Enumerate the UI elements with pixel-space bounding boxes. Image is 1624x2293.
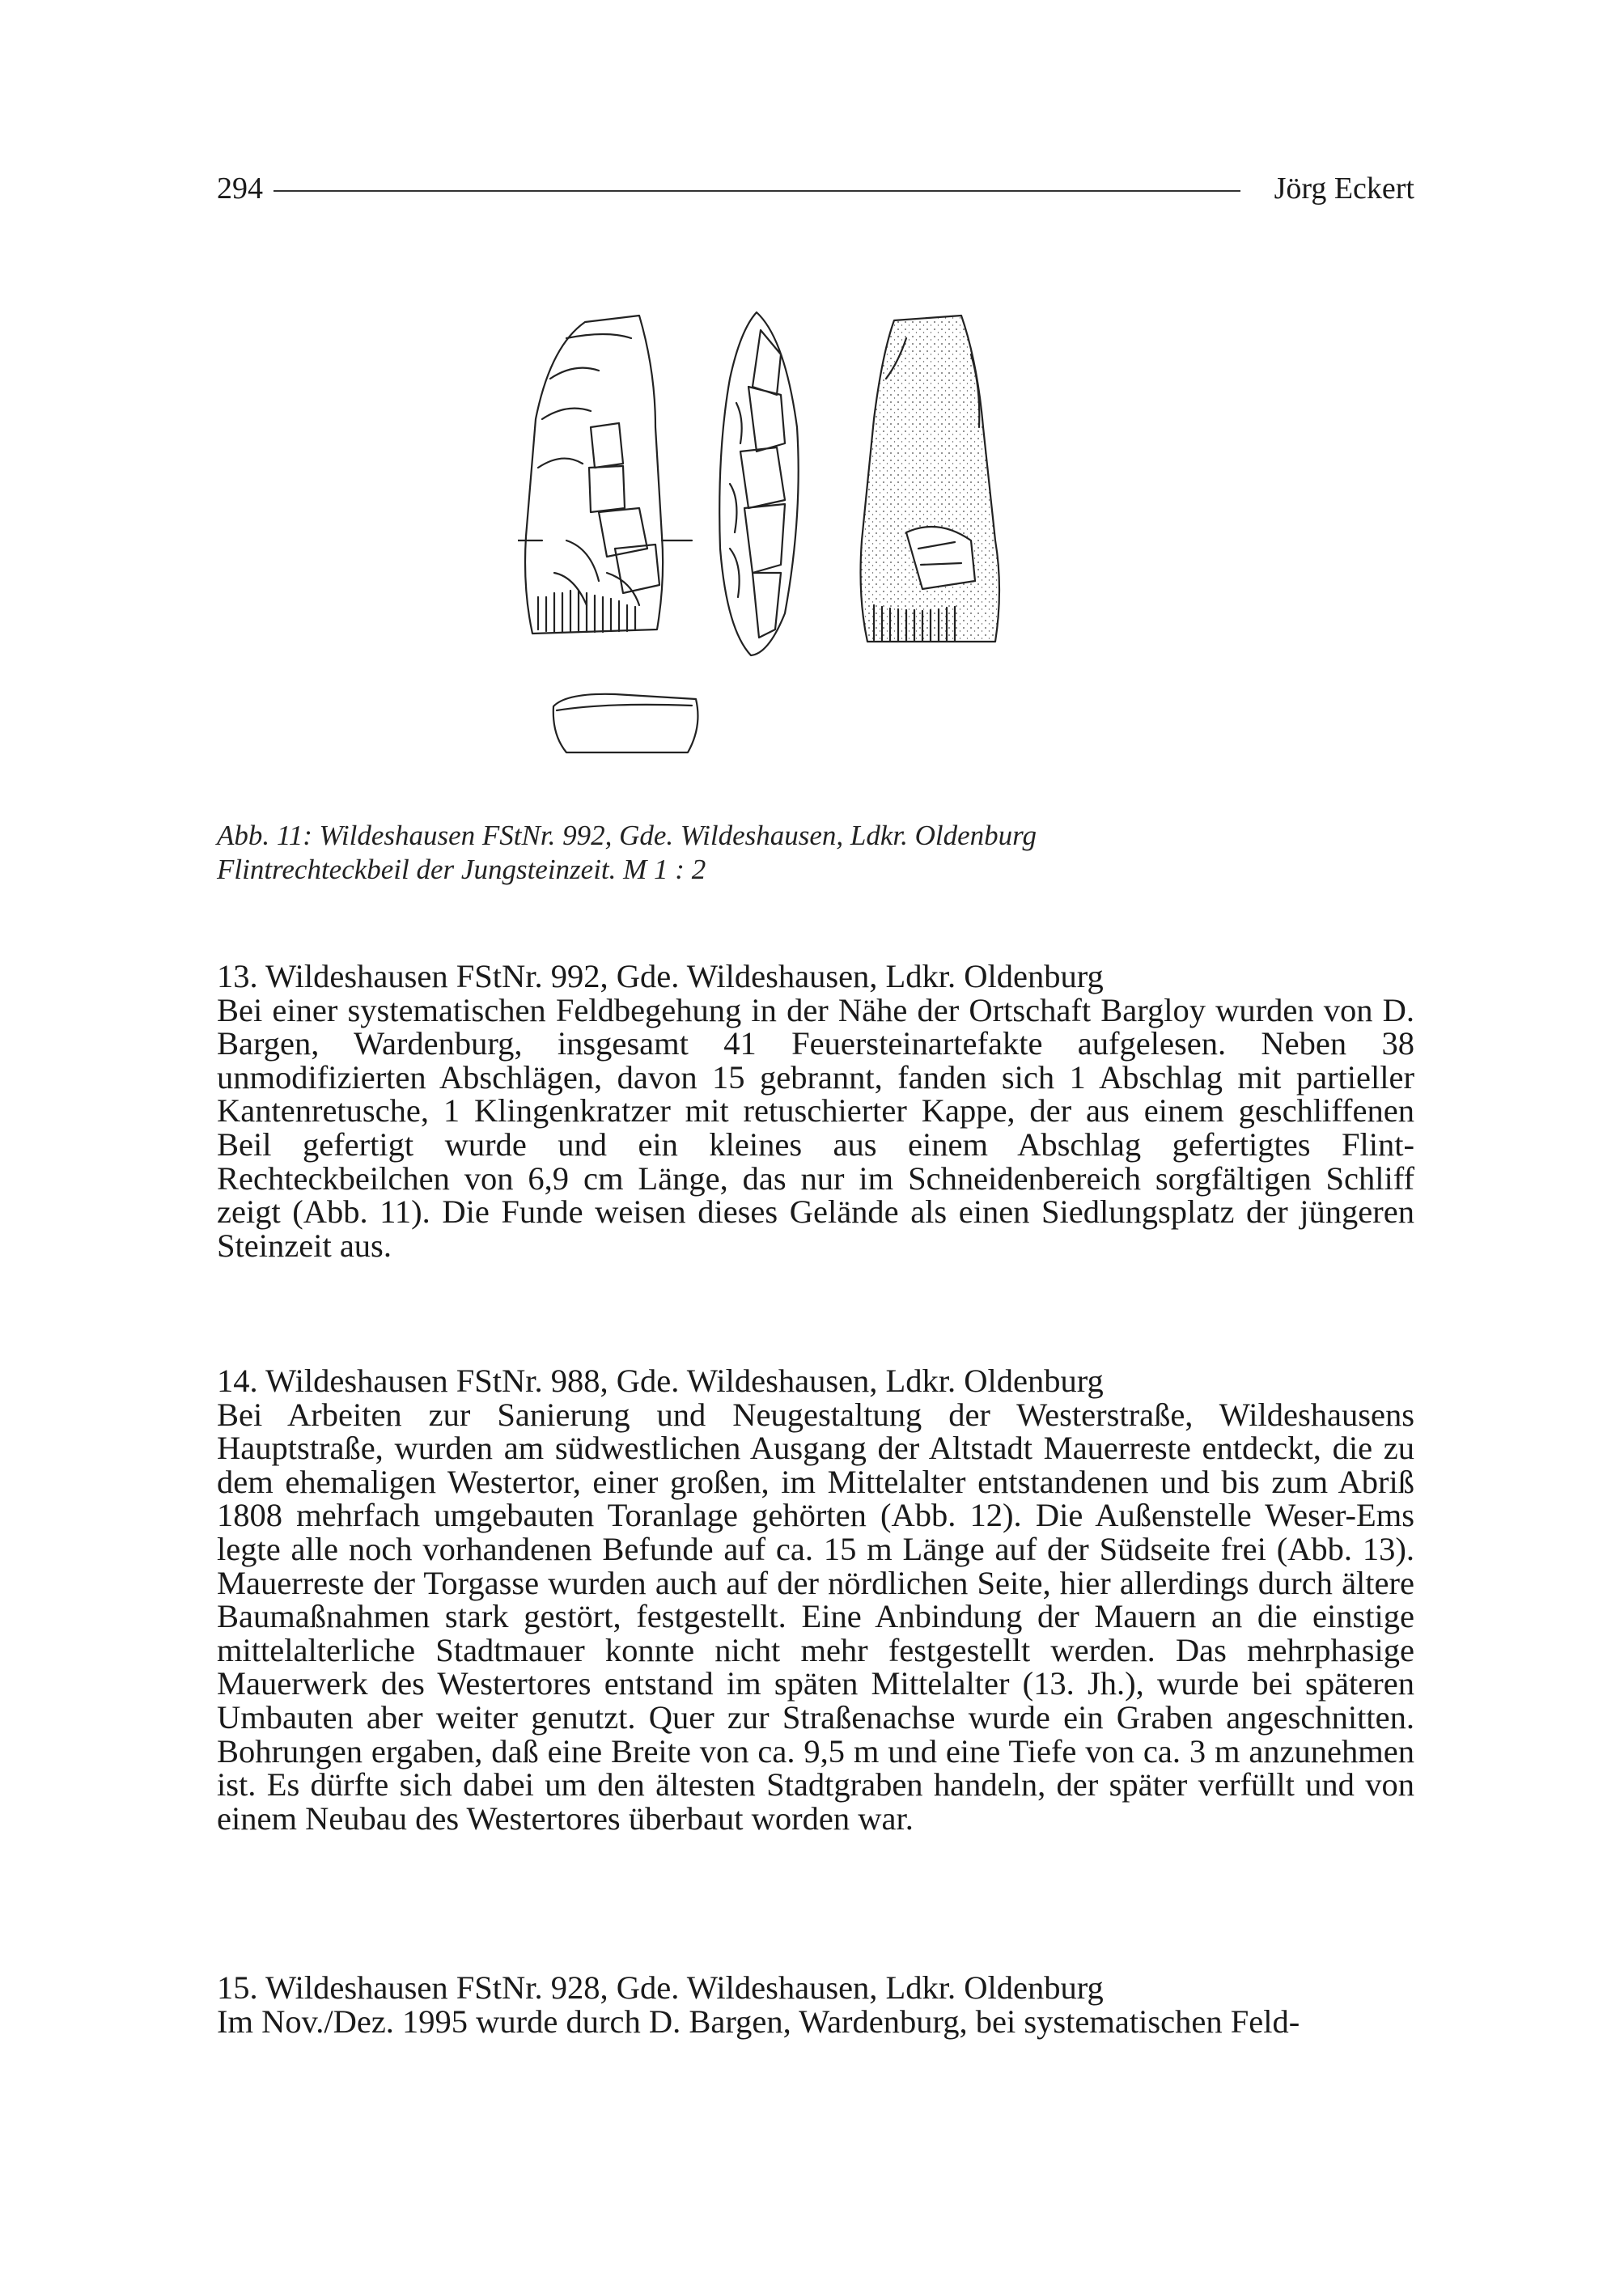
- entry-heading: 14. Wildeshausen FStNr. 988, Gde. Wildeshausen, Ldkr. Oldenburg: [217, 1363, 1104, 1399]
- figure-flint-axe: [518, 306, 1068, 783]
- caption-line-1: Abb. 11: Wildeshausen FStNr. 992, Gde. Wildeshausen, Ldkr. Oldenburg: [217, 820, 1037, 851]
- page-header: [217, 166, 1414, 211]
- entry-15: [217, 1971, 1414, 2038]
- flint-axe-cross-section-icon: [553, 694, 698, 752]
- entry-body: Im Nov./Dez. 1995 wurde durch D. Bargen, Wardenburg, bei systematischen Feld-: [217, 2003, 1300, 2040]
- flint-axe-back-view-icon: [861, 316, 999, 642]
- entry-body: Bei Arbeiten zur Sanierung und Neugestaltung der Westerstraße, Wildeshausens Hauptstraße, wurden am südwestlichen Ausgang der Altstadt Mauerreste entdeckt, die zu dem ehemaligen Westertor, einer großen, im Mittelalter entstandenen und bis zum Abriß 1808 mehrfach umgebauten Toranlage gehörten (Abb. 12). Die Außenstelle Weser-Ems legte alle noch vorhandenen Befunde auf ca. 15 m Länge auf der Südseite frei (Abb. 13). Mauerreste der Torgasse wurden auch auf der nördlichen Seite, hier allerdings durch ältere Baumaßnahmen stark gestört, festgestellt. Eine Anbindung der Mauern an die einstige mittelalterliche Stadtmauer konnte nicht mehr festgestellt werden. Das mehrphasige Mauerwerk des Westertores entstand im späten Mittelalter (13. Jh.), wurde bei späteren Umbauten aber weiter genutzt. Quer zur Straßenachse wurde ein Graben angeschnitten. Bohrungen ergaben, daß eine Breite von ca. 9,5 m und eine Tiefe von ca. 3 m anzunehmen ist. Es dürfte sich dabei um den ältesten Stadtgraben handeln, der später verfüllt und von einem Neubau des Westertores überbaut worden war.: [217, 1396, 1414, 1837]
- entry-body: Bei einer systematischen Feldbegehung in der Nähe der Ortschaft Bargloy wurden von D. Bargen, Wardenburg, insgesamt 41 Feuersteinartefakte aufgelesen. Neben 38 unmodifizierten Abschlägen, davon 15 gebrannt, fanden sich 1 Abschlag mit partieller Kantenretusche, 1 Klingenkratzer mit retuschierter Kappe, der aus einem geschliffenen Beil gefertigt wurde und ein kleines aus einem Abschlag gefertigtes Flint-Rechteckbeilchen von 6,9 cm Länge, das nur im Schneidenbereich sorgfältigen Schliff zeigt (Abb. 11). Die Funde weisen dieses Gelände als einen Siedlungsplatz der jüngeren Steinzeit aus.: [217, 991, 1414, 1264]
- entry-13: [217, 960, 1414, 1262]
- running-head-author: Jörg Eckert: [1274, 172, 1414, 206]
- caption-line-2: Flintrechteckbeil der Jungsteinzeit. M 1 : 2: [217, 854, 706, 885]
- entry-heading: 13. Wildeshausen FStNr. 992, Gde. Wildeshausen, Ldkr. Oldenburg: [217, 958, 1104, 994]
- header-rule: [273, 190, 1240, 192]
- flint-axe-front-view-icon: [518, 316, 692, 634]
- entry-heading: 15. Wildeshausen FStNr. 928, Gde. Wildeshausen, Ldkr. Oldenburg: [217, 1969, 1104, 2006]
- flint-axe-side-view-icon: [719, 312, 798, 655]
- figure-caption: [217, 819, 1414, 887]
- entry-14: [217, 1364, 1414, 1835]
- page-number: 294: [217, 172, 263, 206]
